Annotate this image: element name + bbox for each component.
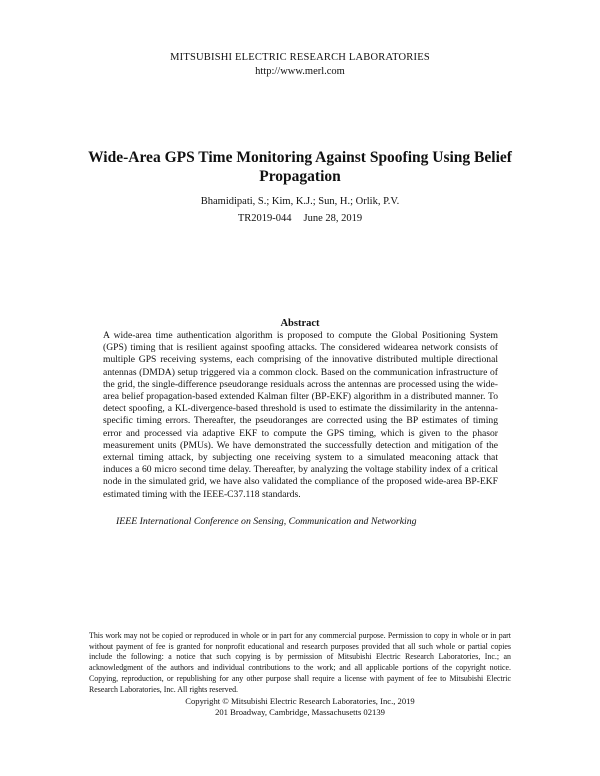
footer-address: 201 Broadway, Cambridge, Massachusetts 02139 [215,707,385,717]
report-info [0,213,600,224]
report-number: TR2019-044 [237,213,292,224]
abstract-text: A wide-area time authentication algorithm is proposed to compute the Global Positioning System (GPS) timing that is resilient against spoofing attacks. The considered widearea network consists of multiple GPS receiving systems, each comprising of the innovative distributed multiple directional antennas (DMDA) setup triggered via a common clock. Based on the communication infrastructure of the grid, the single-difference pseudorange residuals across the antennas are processed using the wide-area belief propagation-based extended Kalman filter (BP-EKF) algorithm in a distributed manner. To detect spoofing, a KL-divergence-based threshold is used to estimate the dissimilarity in the antenna-specific timing errors. Thereafter, the pseudoranges are corrected using the BP estimates of timing error and processed via adaptive EKF to compute the GPS timing, which is given to the phasor measurement units (PMUs). We have demonstrated the successfully detection and mitigation of the external timing attack, by subjecting one receiving system to a simulated meaconing attack that induces a 60 micro second time delay. Thereafter, by analyzing the voltage stability index of a critical node in the simulated grid, we have also validated the compliance of the proposed wide-area BP-EKF estimated timing with the IEEE-C37.118 standards. [103,330,498,500]
copyright-notice: This work may not be copied or reproduced in whole or in part for any commercial purpose. Permission to copy in whole or in part without payment of fee is granted for nonprofit educational and research purposes provided that all such whole or partial copies include the following: a notice that such copying is by permission of Mitsubishi Electric Research Laboratories, Inc.; an acknowledgment of the authors and individual contributions to the work; and all applicable portions of the copyright notice. Copying, reproduction, or republishing for any other purpose shall require a license with payment of fee to Mitsubishi Electric Research Laboratories, Inc. All rights reserved. [89,631,511,694]
abstract-heading: Abstract [280,318,320,329]
lab-name: MITSUBISHI ELECTRIC RESEARCH LABORATORIES [170,52,430,63]
paper-authors: Bhamidipati, S.; Kim, K.J.; Sun, H.; Orlik, P.V. [200,196,400,207]
venue: IEEE International Conference on Sensing, Communication and Networking [116,516,417,527]
lab-url: http://www.merl.com [255,66,345,77]
footer-copyright: Copyright © Mitsubishi Electric Research Laboratories, Inc., 2019 [185,696,415,706]
paper-title: Wide-Area GPS Time Monitoring Against Spoofing Using Belief Propagation [88,149,512,185]
report-date: June 28, 2019 [303,213,363,224]
